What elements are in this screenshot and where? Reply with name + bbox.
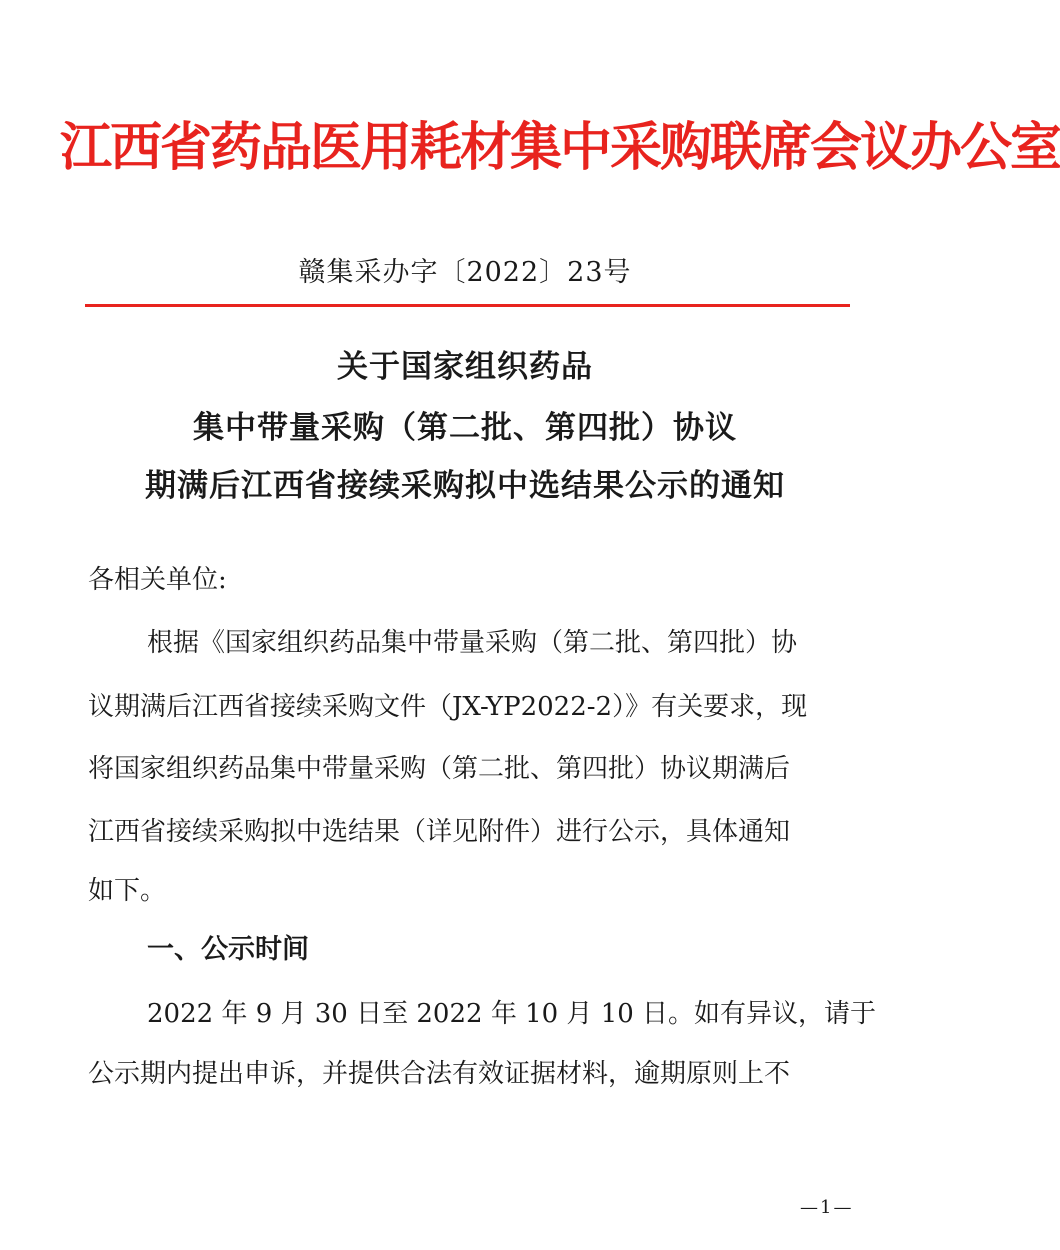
paragraph-line: 2022 年 9 月 30 日至 2022 年 10 月 10 日。如有异议，请于 [147, 999, 877, 1029]
title-line-3: 期满后江西省接续采购拟中选结果公示的通知 [145, 468, 785, 504]
paragraph-line: 议期满后江西省接续采购文件（JX-YP2022-2）》有关要求，现 [88, 692, 808, 722]
title-line-2: 集中带量采购（第二批、第四批）协议 [193, 410, 737, 446]
salutation: 各相关单位: [88, 565, 227, 595]
title-line-1: 关于国家组织药品 [337, 349, 593, 385]
paragraph-line: 将国家组织药品集中带量采购（第二批、第四批）协议期满后 [88, 754, 791, 784]
paragraph-line: 江西省接续采购拟中选结果（详见附件）进行公示，具体通知 [88, 817, 791, 847]
red-divider-line [85, 304, 850, 307]
page-number: —1— [800, 1197, 854, 1218]
paragraph-line: 公示期内提出申诉，并提供合法有效证据材料，逾期原则上不 [88, 1059, 791, 1089]
issuing-office-header: 江西省药品医用耗材集中采购联席会议办公室 [60, 118, 1060, 178]
document-number: 赣集采办字〔2022〕23号 [298, 257, 632, 288]
paragraph-line: 根据《国家组织药品集中带量采购（第二批、第四批）协 [147, 628, 798, 658]
section-heading-publicity-period: 一、公示时间 [147, 934, 309, 965]
paragraph-line: 如下。 [88, 876, 167, 906]
